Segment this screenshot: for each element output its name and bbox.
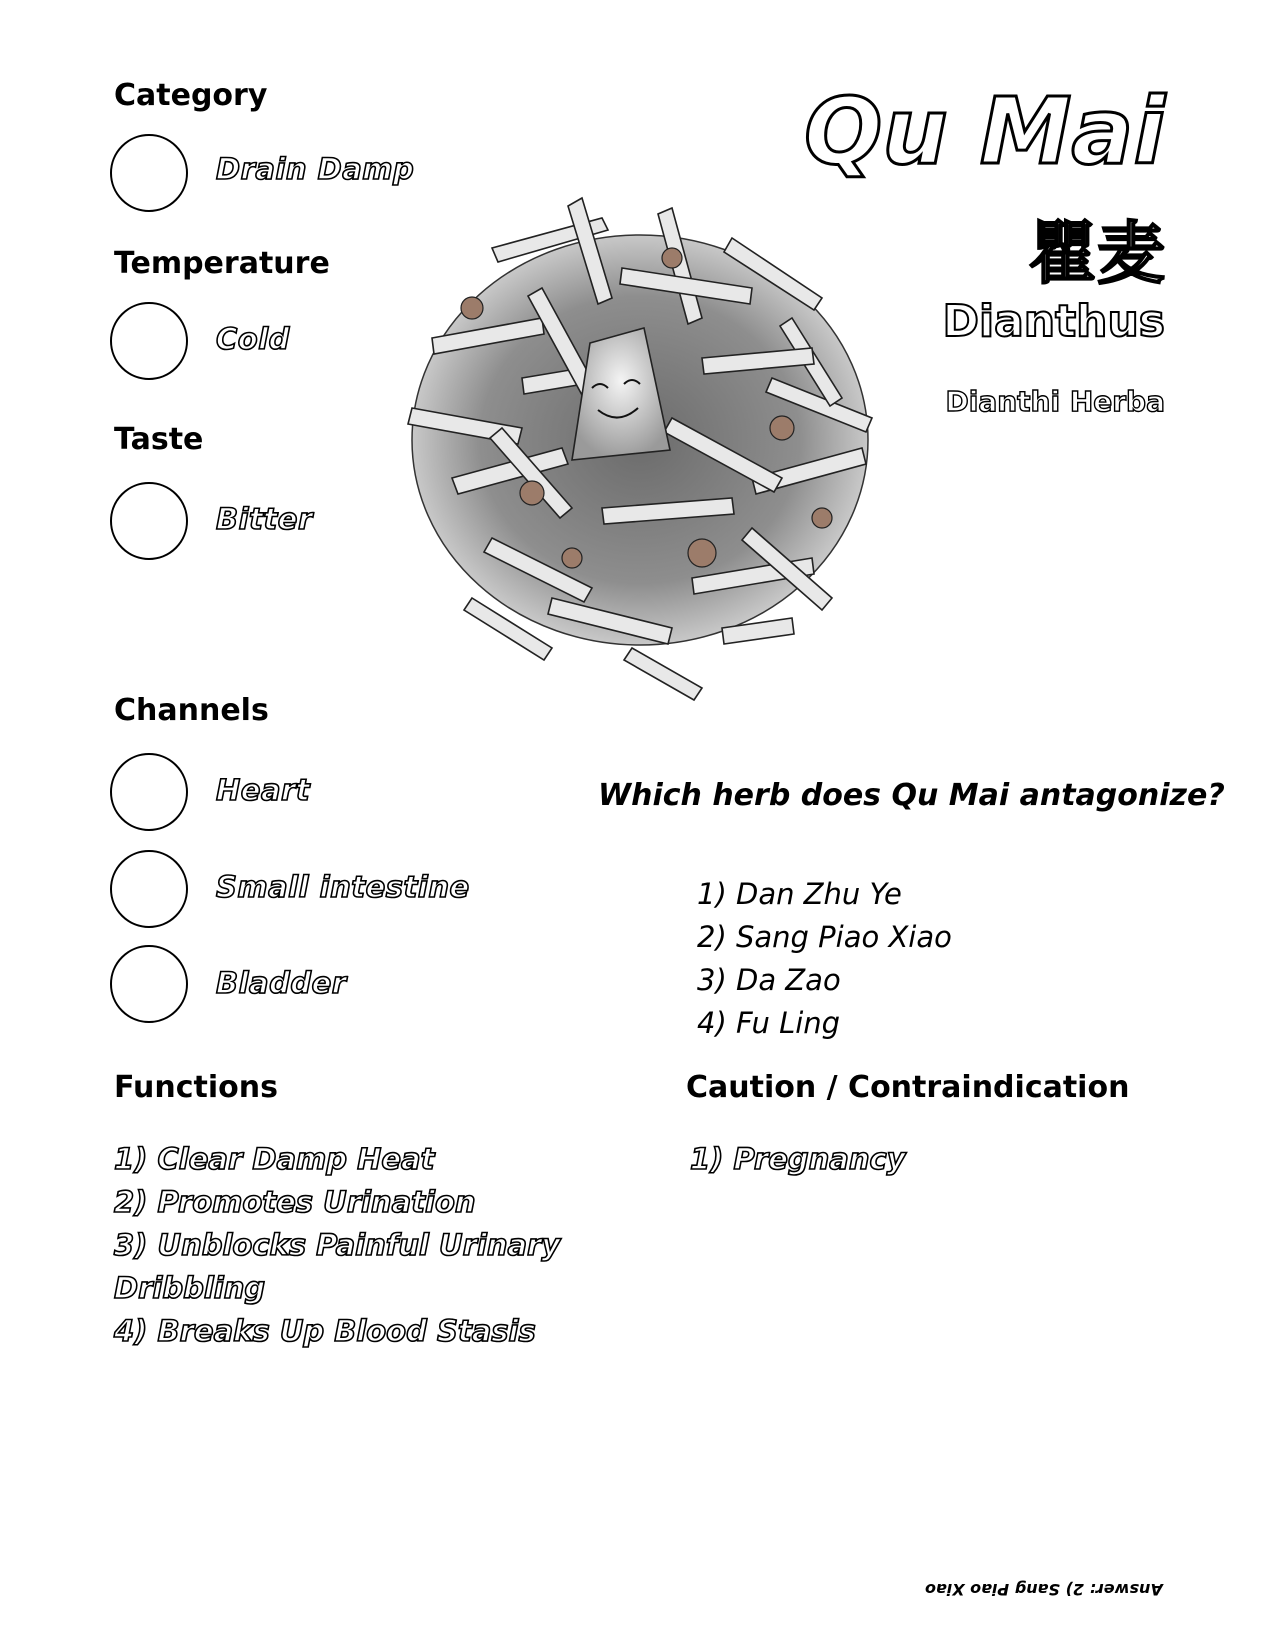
herb-english-name: Dianthus bbox=[942, 296, 1165, 347]
quiz-answer: Answer: 2) Sang Piao Xiao bbox=[925, 1580, 1163, 1599]
temperature-heading: Temperature bbox=[114, 246, 330, 281]
quiz-question: Which herb does Qu Mai antagonize? bbox=[598, 778, 1225, 813]
category-heading: Category bbox=[114, 78, 268, 113]
functions-heading: Functions bbox=[114, 1070, 278, 1105]
channels-heading: Channels bbox=[114, 693, 269, 728]
channel-heart-label: Heart bbox=[216, 773, 311, 807]
temperature-checkbox[interactable] bbox=[110, 302, 188, 380]
function-item-2: 2) Promotes Urination bbox=[114, 1185, 476, 1219]
channel-bladder-checkbox[interactable] bbox=[110, 945, 188, 1023]
taste-checkbox[interactable] bbox=[110, 482, 188, 560]
channel-bladder-label: Bladder bbox=[216, 966, 347, 1000]
herb-chinese-name: 瞿麦 bbox=[1028, 215, 1165, 294]
function-item-3-cont: Dribbling bbox=[114, 1271, 266, 1305]
herb-illustration bbox=[372, 178, 912, 708]
taste-heading: Taste bbox=[114, 422, 204, 457]
herb-title: Qu Mai bbox=[804, 78, 1165, 185]
category-checkbox[interactable] bbox=[110, 134, 188, 212]
quiz-option-3[interactable]: 3) Da Zao bbox=[697, 963, 841, 997]
taste-value: Bitter bbox=[216, 502, 313, 536]
function-item-4: 4) Breaks Up Blood Stasis bbox=[114, 1314, 536, 1348]
herb-latin-name: Dianthi Herba bbox=[945, 385, 1165, 418]
category-value: Drain Damp bbox=[216, 152, 415, 186]
quiz-options bbox=[697, 873, 952, 1045]
quiz-option-1[interactable]: 1) Dan Zhu Ye bbox=[697, 877, 902, 911]
caution-item-1: 1) Pregnancy bbox=[690, 1142, 906, 1176]
function-item-1: 1) Clear Damp Heat bbox=[114, 1142, 435, 1176]
channel-heart-checkbox[interactable] bbox=[110, 753, 188, 831]
channel-small-intestine-label: Small intestine bbox=[216, 870, 470, 904]
temperature-value: Cold bbox=[216, 322, 290, 356]
function-item-3: 3) Unblocks Painful Urinary bbox=[114, 1228, 561, 1262]
caution-heading: Caution / Contraindication bbox=[686, 1070, 1130, 1105]
quiz-option-4[interactable]: 4) Fu Ling bbox=[697, 1006, 841, 1040]
quiz-option-2[interactable]: 2) Sang Piao Xiao bbox=[697, 920, 952, 954]
channel-small-intestine-checkbox[interactable] bbox=[110, 850, 188, 928]
